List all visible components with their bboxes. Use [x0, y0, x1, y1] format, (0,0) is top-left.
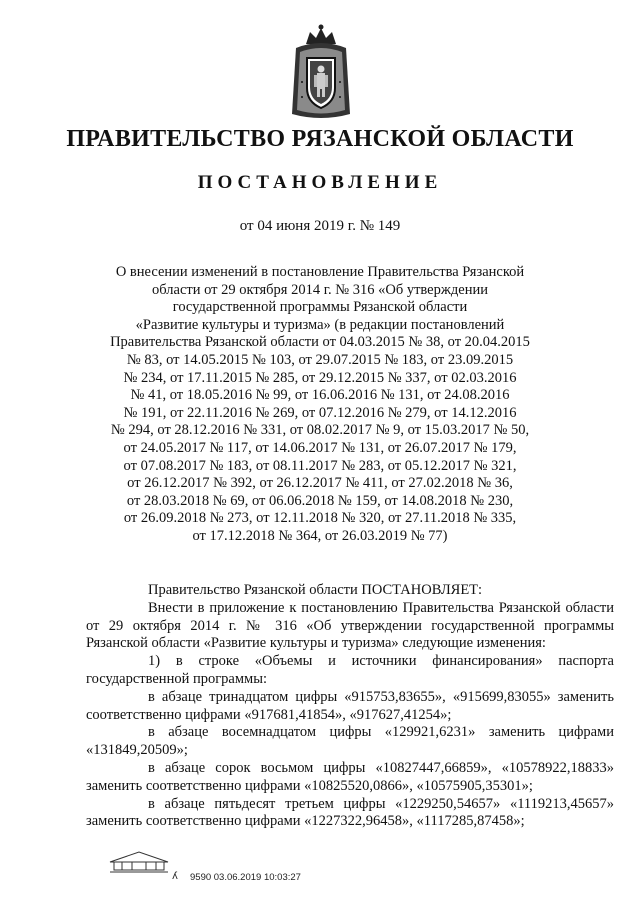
coat-of-arms-icon — [288, 22, 354, 122]
subject-line: № 294, от 28.12.2016 № 331, от 08.02.2017 № 9, от 15.03.2017 № 50, — [110, 422, 530, 439]
subject-line: от 24.05.2017 № 117, от 14.06.2017 № 131, от 26.07.2017 № 179, — [123, 439, 517, 456]
decree-statement: Правительство Рязанской области ПОСТАНОВЛЯЕТ: — [148, 582, 483, 598]
subject-line: Правительства Рязанской области от 04.03.2015 № 38, от 20.04.2015 — [110, 334, 530, 351]
subject-line: О внесении изменений в постановление Правительства Рязанской — [115, 264, 525, 280]
archive-stamp-icon — [108, 848, 170, 874]
document-type: ПОСТАНОВЛЕНИЕ — [197, 172, 443, 193]
handwritten-mark-icon: ʎ — [172, 871, 178, 882]
body-paragraph: в абзаце сорок восьмом цифры «10827447,66859», «10578922,18833» заменить соответственно цифрами «10825520,0866», «10575905,35301»; — [86, 759, 614, 794]
subject-line: № 234, от 17.11.2015 № 285, от 29.12.2015 № 337, от 02.03.2016 — [123, 369, 517, 386]
document-subject — [100, 264, 540, 546]
subject-line: № 83, от 14.05.2015 № 103, от 29.07.2015 № 183, от 23.09.2015 — [126, 351, 514, 368]
subject-line: от 26.12.2017 № 392, от 26.12.2017 № 411, от 27.02.2018 № 36, — [127, 475, 513, 492]
registration-code: 9590 03.06.2019 10:03:27 — [190, 872, 301, 883]
subject-line: № 191, от 22.11.2016 № 269, от 07.12.2016 № 279, от 14.12.2016 — [123, 404, 517, 421]
body-paragraph: в абзаце пятьдесят третьем цифры «1229250,54657» «1119213,45657» заменить соответственно цифрами «1227322,96458», «1117285,87458»; — [86, 795, 614, 830]
body-paragraph: в абзаце тринадцатом цифры «915753,83655», «915699,83055» заменить соответственно цифрами «917681,41854», «917627,41254»; — [86, 688, 614, 723]
subject-line: от 17.12.2018 № 364, от 26.03.2019 № 77) — [192, 527, 448, 544]
body-paragraph: в абзаце восемнадцатом цифры «129921,6231» заменить цифрами «131849,20509»; — [86, 724, 614, 759]
body-paragraph: 1) в строке «Объемы и источники финансирования» паспорта государственной программы: — [86, 653, 614, 687]
subject-line: области от 29 октября 2014 г. № 316 «Об утверждении — [152, 281, 488, 298]
subject-line: № 41, от 18.05.2016 № 99, от 16.06.2016 № 131, от 24.08.2016 — [130, 387, 510, 404]
subject-line: от 28.03.2018 № 69, от 06.06.2018 № 159, от 14.08.2018 № 230, — [126, 492, 514, 509]
subject-line: от 26.09.2018 № 273, от 12.11.2018 № 320, от 27.11.2018 № 335, — [123, 510, 517, 527]
document-date-number: от 04 июня 2019 г. № 149 — [239, 218, 401, 234]
subject-line: «Развитие культуры и туризма» (в редакции постановлений — [135, 316, 505, 333]
body-paragraph: Внести в приложение к постановлению Правительства Рязанской области от 29 октября 2014 г. № 316 «Об утверждении государственной программы Рязанской области «Развитие культуры и туризма» следующие изменения: — [86, 599, 614, 652]
subject-line: государственной программы Рязанской области — [172, 299, 468, 316]
document-body — [86, 582, 614, 831]
organization-title: ПРАВИТЕЛЬСТВО РЯЗАНСКОЙ ОБЛАСТИ — [66, 126, 574, 152]
subject-line: от 07.08.2017 № 183, от 08.11.2017 № 283, от 05.12.2017 № 321, — [123, 457, 517, 474]
